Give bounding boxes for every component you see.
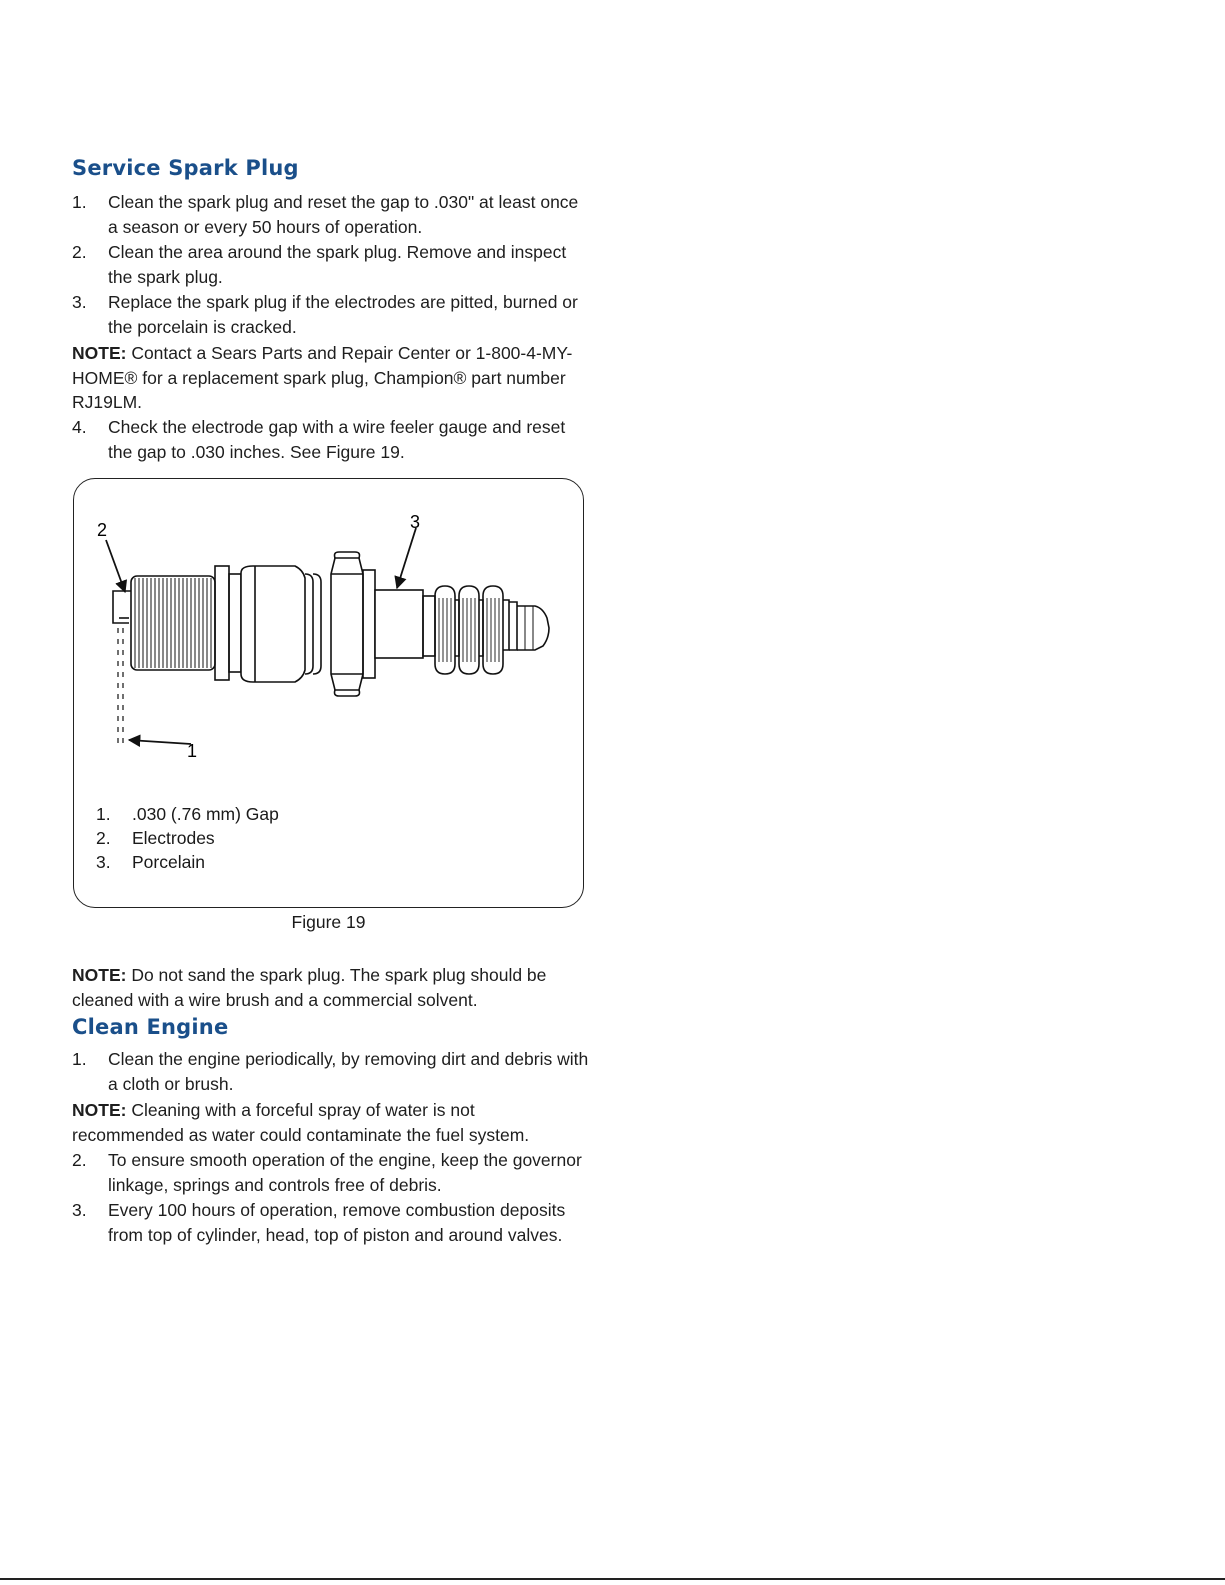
step-text: Check the electrode gap with a wire feeler gauge and reset the gap to .030 inches. See Figure 19.	[108, 417, 566, 462]
step-text: Clean the area around the spark plug. Remove and inspect the spark plug.	[108, 242, 567, 287]
legend-number: 2.	[96, 828, 111, 848]
step-number: 1.	[72, 192, 87, 212]
note-paragraph	[72, 1098, 587, 1147]
spark-plug-icon	[113, 552, 549, 746]
section-heading-service-spark-plug: Service Spark Plug	[72, 156, 299, 180]
list-item	[72, 1047, 592, 1096]
step-number: 1.	[72, 1049, 87, 1069]
step-number: 3.	[72, 292, 87, 312]
legend-text: .030 (.76 mm) Gap	[132, 804, 279, 824]
list-item	[72, 415, 592, 464]
spark-plug-diagram	[73, 478, 584, 778]
note-paragraph	[72, 341, 582, 415]
note-paragraph	[72, 963, 587, 1012]
figure-legend	[96, 802, 279, 874]
list-item	[72, 1148, 592, 1197]
note-label: NOTE:	[72, 343, 127, 363]
section-heading-clean-engine: Clean Engine	[72, 1015, 229, 1039]
legend-item	[96, 802, 279, 826]
note-label: NOTE:	[72, 965, 127, 985]
list-item	[72, 190, 592, 239]
list-item	[72, 1198, 592, 1247]
figure-caption: Figure 19	[291, 912, 366, 932]
legend-number: 1.	[96, 804, 111, 824]
list-item	[72, 240, 592, 289]
legend-number: 3.	[96, 852, 111, 872]
list-item	[72, 290, 592, 339]
step-number: 2.	[72, 242, 87, 262]
callout-label: 3	[410, 512, 421, 532]
legend-item	[96, 850, 279, 874]
step-number: 4.	[72, 417, 87, 437]
step-text: Replace the spark plug if the electrodes are pitted, burned or the porcelain is cracked.	[108, 292, 578, 337]
callout-label: 1	[187, 741, 198, 761]
callout-label: 2	[97, 520, 108, 540]
legend-text: Electrodes	[132, 828, 215, 848]
note-text: Contact a Sears Parts and Repair Center or 1-800-4-MY-HOME® for a replacement spark plug, Champion® part number RJ19LM.	[72, 343, 573, 412]
step-text: Clean the spark plug and reset the gap to .030" at least once a season or every 50 hours of operation.	[108, 192, 579, 237]
legend-text: Porcelain	[132, 852, 205, 872]
step-text: Clean the engine periodically, by removing dirt and debris with a cloth or brush.	[108, 1049, 589, 1094]
step-text: Every 100 hours of operation, remove combustion deposits from top of cylinder, head, top of piston and around valves.	[108, 1200, 566, 1245]
note-text: Do not sand the spark plug. The spark plug should be cleaned with a wire brush and a commercial solvent.	[72, 965, 547, 1010]
bottom-rule	[0, 1578, 1225, 1580]
step-text: To ensure smooth operation of the engine, keep the governor linkage, springs and controls free of debris.	[108, 1150, 582, 1195]
step-number: 3.	[72, 1200, 87, 1220]
legend-item	[96, 826, 279, 850]
note-label: NOTE:	[72, 1100, 127, 1120]
step-number: 2.	[72, 1150, 87, 1170]
note-text: Cleaning with a forceful spray of water is not recommended as water could contaminate the fuel system.	[72, 1100, 530, 1145]
